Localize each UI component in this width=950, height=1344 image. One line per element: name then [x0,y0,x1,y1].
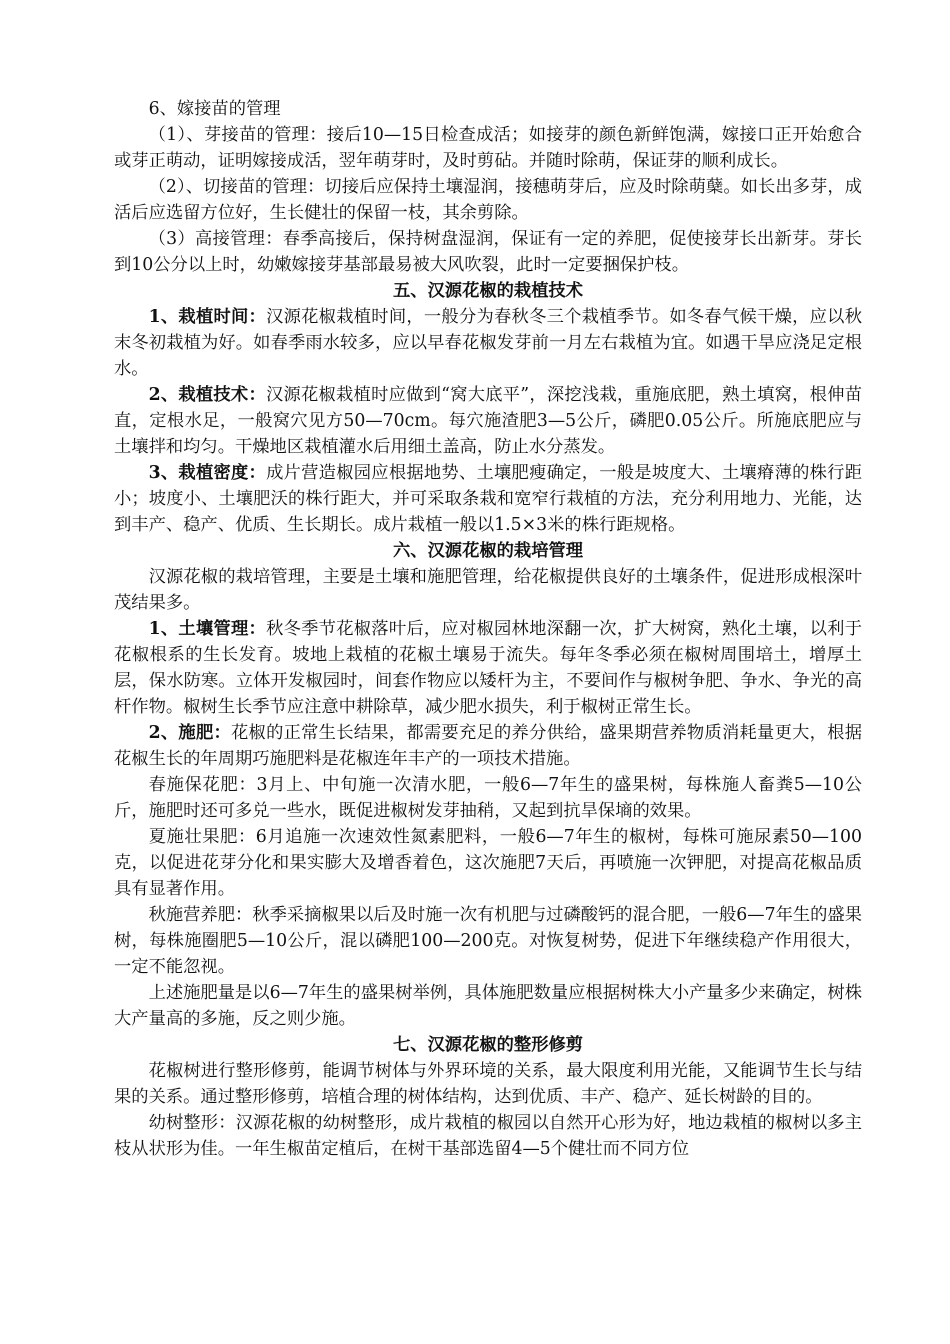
label-planting-density: 3、栽植密度： [148,463,267,483]
text-fertilization: 花椒的正常生长结果，都需要充足的养分供给，盛果期营养物质消耗量更大，根据花椒生长的年周期巧施肥料是花椒连年丰产的一项技术措施。 [114,723,862,769]
paragraph-pruning-intro: 花椒树进行整形修剪，能调节树体与外界环境的关系，最大限度利用光能，又能调节生长与结果的关系。通过整形修剪，培植合理的树体结构，达到优质、丰产、稳产、延长树龄的目的。 [114,1061,862,1107]
paragraph-cut-graft: （2）、切接苗的管理：切接后应保持土壤湿润，接穗萌芽后，应及时除萌蘖。如长出多芽，成活后应选留方位好，生长健壮的保留一枝，其余剪除。 [114,177,862,223]
text-planting-time: 汉源花椒栽植时间，一般分为春秋冬三个栽植季节。如冬春气候干燥，应以秋末冬初栽植为好。如春季雨水较多，应以早春花椒发芽前一月左右栽植为宜。如遇干旱应浇足定根水。 [114,307,862,379]
section-6-title: 六、汉源花椒的栽培管理 [392,541,584,561]
section-7-title: 七、汉源花椒的整形修剪 [392,1035,584,1055]
paragraph-planting-density [114,460,862,538]
label-planting-technique: 2、栽植技术： [148,385,266,405]
section-5-title: 五、汉源花椒的栽植技术 [392,281,584,301]
paragraph-spring-fertilizer: 春施保花肥：3月上、中旬施一次清水肥，一般6—7年生的盛果树，每株施人畜粪5—10公斤，施肥时还可多兑一些水，既促进椒树发芽抽稍，又起到抗旱保墒的效果。 [114,775,862,821]
paragraph-fertilizer-note: 上述施肥量是以6—7年生的盛果树举例，具体施肥数量应根据树株大小产量多少来确定，树株大产量高的多施，反之则少施。 [114,983,862,1029]
text-planting-technique: 汉源花椒栽植时应做到“窝大底平”，深挖浅栽，重施底肥，熟土填窝，根伸苗直，定根水足，一般窝穴见方50—70cm。每穴施渣肥3—5公斤，磷肥0.05公斤。所施底肥应与土壤拌和均匀。干燥地区栽植灌水后用细土盖高，防止水分蒸发。 [114,385,862,457]
paragraph-planting-time [114,304,862,382]
label-soil-management: 1、土壤管理： [148,619,267,639]
paragraph-autumn-fertilizer: 秋施营养肥：秋季采摘椒果以后及时施一次有机肥与过磷酸钙的混合肥，一般6—7年生的盛果树，每株施圈肥5—10公斤，混以磷肥100—200克。对恢复树势，促进下年继续稳产作用很大，一定不能忽视。 [114,905,862,977]
paragraph-cultivation-intro: 汉源花椒的栽培管理，主要是土壤和施肥管理，给花椒提供良好的土壤条件，促进形成根深叶茂结果多。 [114,567,862,613]
label-fertilization: 2、施肥： [148,723,232,743]
paragraph-bud-graft: （1）、芽接苗的管理：接后10—15日检查成活；如接芽的颜色新鲜饱满，嫁接口正开始愈合或芽正萌动，证明嫁接成活，翌年萌芽时，及时剪砧。并随时除萌，保证芽的顺利成长。 [114,125,862,171]
label-planting-time: 1、栽植时间： [148,307,267,327]
text-soil-management: 秋冬季节花椒落叶后，应对椒园林地深翻一次，扩大树窝，熟化土壤，以利于花椒根系的生长发育。坡地上栽植的花椒土壤易于流失。每年冬季必须在椒树周围培土，增厚土层，保水防寒。立体开发椒园时，间套作物应以矮杆为主，不要间作与椒树争肥、争水、争光的高杆作物。椒树生长季节应注意中耕除草，减少肥水损失，利于椒树正常生长。 [114,619,862,717]
section-6-heading: 6、嫁接苗的管理 [148,99,281,119]
paragraph-planting-technique [114,382,862,460]
document-page [114,96,862,1162]
text-planting-density: 成片营造椒园应根据地势、土壤肥瘦确定，一般是坡度大、土壤瘠薄的株行距小；坡度小、土壤肥沃的株行距大，并可采取条栽和宽窄行栽植的方法，充分利用地力、光能，达到丰产、稳产、优质、生长期长。成片栽植一般以1.5×3米的株行距规格。 [114,463,862,535]
paragraph-top-graft: （3）高接管理：春季高接后，保持树盘湿润，保证有一定的养肥，促使接芽长出新芽。芽长到10公分以上时，幼嫩嫁接芽基部最易被大风吹裂，此时一定要捆保护枝。 [114,229,862,275]
paragraph-soil-management [114,616,862,720]
paragraph-young-tree-shaping: 幼树整形：汉源花椒的幼树整形，成片栽植的椒园以自然开心形为好，地边栽植的椒树以多主枝从状形为佳。一年生椒苗定植后，在树干基部选留4—5个健壮而不同方位 [114,1113,862,1159]
paragraph-fertilization [114,720,862,772]
paragraph-summer-fertilizer: 夏施壮果肥：6月追施一次速效性氮素肥料，一般6—7年生的椒树，每株可施尿素50—100克，以促进花芽分化和果实膨大及增香着色，这次施肥7天后，再喷施一次钾肥，对提高花椒品质具有显著作用。 [114,827,862,899]
